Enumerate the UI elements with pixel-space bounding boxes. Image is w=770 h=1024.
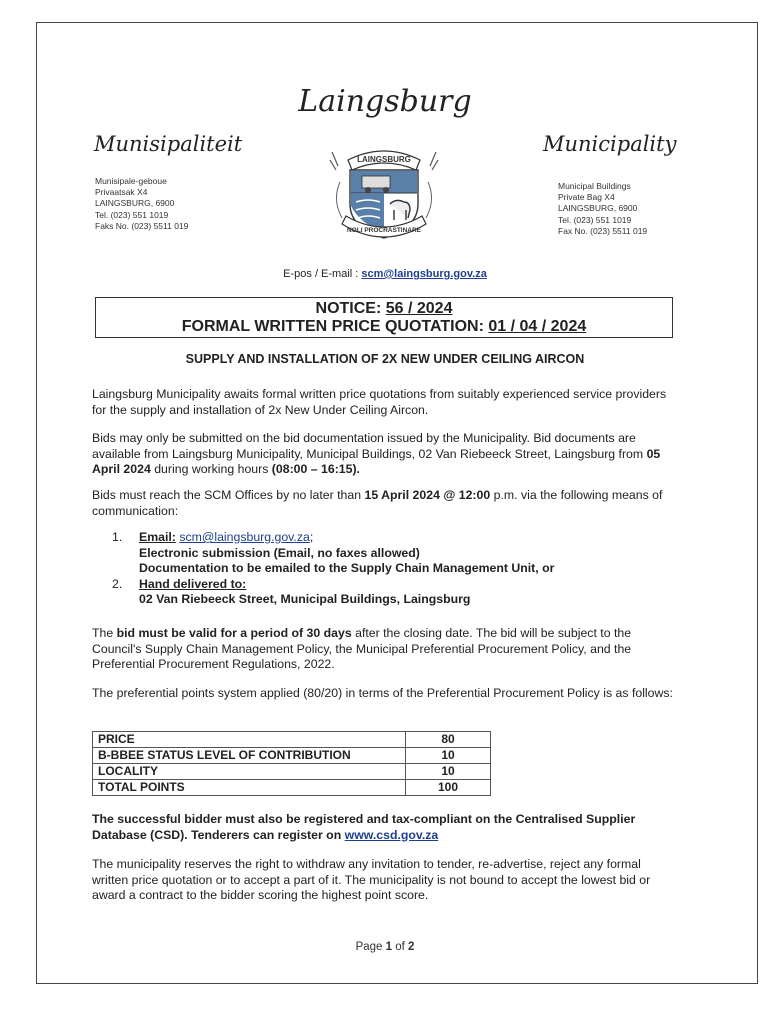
table-row: B-BBEE STATUS LEVEL OF CONTRIBUTION 10: [93, 748, 491, 764]
crest-motto: NOLI PROCRASTINARE: [346, 227, 422, 234]
header-email-link[interactable]: scm@laingsburg.gov.za: [361, 268, 487, 280]
notice-number: 56 / 2024: [385, 300, 453, 317]
english-title: Municipality: [543, 132, 677, 156]
csd-paragraph: The successful bidder must also be registered and tax-compliant on the Centralised Supplier Database (CSD). Tenderers can register on www.csd.gov.za: [92, 812, 636, 842]
table-row: LOCALITY 10: [93, 764, 491, 780]
csd-link[interactable]: www.csd.gov.za: [344, 827, 439, 842]
points-system-paragraph: The preferential points system applied (80/20) in terms of the Preferential Procurement Policy is as follows:: [92, 686, 673, 700]
crest-name: LAINGSBURG: [357, 155, 411, 164]
table-row: PRICE 80: [93, 732, 491, 748]
reservation-paragraph: The municipality reserves the right to withdraw any invitation to tender, re-advertise, reject any formal written price quotation or to accept a part of it. The municipality is not bound to accept the lowest bid or award a contract to the bidder scoring the highest point score.: [92, 857, 651, 902]
english-address: Municipal Buildings Private Bag X4 LAINGSBURG, 6900 Tel. (023) 551 1019 Fax No. (023) 5511 019: [558, 181, 648, 236]
afrikaans-address: Munisipale-geboue Privaatsak X4 LAINGSBURG, 6900 Tel. (023) 551 1019 Faks No. (023) 5511 019: [95, 176, 189, 231]
closing-date-paragraph: Bids must reach the SCM Offices by no later than 15 April 2024 @ 12:00 p.m. via the following means of communication:: [92, 488, 663, 518]
bid-documents-paragraph: Bids may only be submitted on the bid documentation issued by the Municipality. Bid documents are available from Laingsburg Municipality, Municipal Buildings, 02 Van Riebeeck Street, Laingsburg from 05 April 2024 during working hours (08:00 – 16:15).: [92, 431, 661, 476]
brand-title: Laingsburg: [298, 84, 472, 119]
submission-methods-list: [112, 530, 672, 608]
notice-line: NOTICE: 56 / 2024: [315, 300, 453, 317]
notice-box: [95, 297, 673, 338]
intro-paragraph: Laingsburg Municipality awaits formal written price quotations from suitably experienced service providers for the supply and installation of 2x New Under Ceiling Aircon.: [92, 387, 667, 417]
page-footer: Page 1 of 2: [355, 941, 415, 953]
quotation-line: FORMAL WRITTEN PRICE QUOTATION: 01 / 04 / 2024: [181, 318, 587, 335]
email-line: E-pos / E-mail : scm@laingsburg.gov.za: [283, 268, 487, 280]
quotation-number: 01 / 04 / 2024: [488, 318, 587, 335]
list-item: 1. Email: scm@laingsburg.gov.za; Electronic submission (Email, no faxes allowed) Documentation to be emailed to the Supply Chain Management Unit, or: [112, 530, 555, 575]
points-table: [92, 731, 491, 796]
submission-email-link[interactable]: scm@laingsburg.gov.za: [179, 530, 310, 544]
notice-subject: SUPPLY AND INSTALLATION OF 2X NEW UNDER CEILING AIRCON: [185, 352, 585, 366]
municipal-crest-icon: [328, 140, 440, 252]
table-row: TOTAL POINTS 100: [93, 780, 491, 796]
list-item: 2. Hand delivered to: 02 Van Riebeeck Street, Municipal Buildings, Laingsburg: [112, 576, 471, 606]
afrikaans-title: Munisipaliteit: [94, 132, 243, 156]
validity-paragraph: The bid must be valid for a period of 30 days after the closing date. The bid will be subject to the Council's Supply Chain Management Policy, the Municipal Preferential Procurement Policy, and the Preferential Procurement Regulations, 2022.: [92, 626, 632, 671]
